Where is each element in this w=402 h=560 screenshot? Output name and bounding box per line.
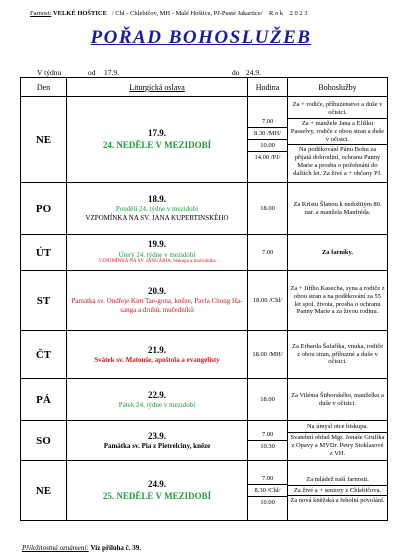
- col-hodina: Hodina: [248, 78, 288, 97]
- col-bohosluzby: Bohoslužby: [288, 78, 388, 97]
- page-title: POŘAD BOHOSLUŽEB: [90, 27, 312, 48]
- times-cell: [248, 183, 288, 235]
- times-cell: [248, 331, 288, 379]
- day-row: [21, 461, 388, 521]
- times-cell: [248, 235, 288, 271]
- day-row: [21, 271, 388, 331]
- times-cell: [248, 97, 288, 183]
- mass-time: 7.00: [261, 249, 274, 256]
- week-label: V týdnu: [37, 68, 62, 77]
- mass-intention: Za Erharda Šafaříka, vnuka, rodiče z obou stran, příbuzné a duše v očistci.: [292, 342, 383, 366]
- mass-time: 18.00 /Chl/: [252, 297, 283, 304]
- services-cell: [288, 183, 388, 235]
- services-cell: [288, 97, 388, 183]
- services-cell: [288, 379, 388, 421]
- mass-intention: Za + rodiče, příbuzenstvo a duše v očistci.: [292, 101, 383, 117]
- mass-time: 14.00 /PJ/: [248, 151, 287, 163]
- liturgy-line: 25. NEDĚLE V MEZIDOBÍ: [102, 490, 212, 501]
- liturgy-cell: [67, 461, 248, 521]
- liturgy-line: Památka sv. Pia z Pietrelciny, kněze: [103, 441, 211, 450]
- liturgy-line: 24. NEDĚLE V MEZIDOBÍ: [102, 139, 212, 150]
- times-cell: [248, 379, 288, 421]
- mass-time: 7.00: [261, 118, 274, 125]
- mass-time: 18.00: [260, 205, 275, 212]
- liturgy-date: 23.9.: [148, 430, 166, 441]
- liturgy-date: 17.9.: [148, 128, 166, 139]
- col-den: Den: [21, 78, 67, 97]
- mass-intention: Za farníky.: [321, 248, 354, 256]
- year: 2 0 2 3: [289, 10, 308, 17]
- mass-time: 8.30 /Chl/: [248, 484, 287, 496]
- liturgy-line: Pondělí 24. týdne v mezidobí: [115, 205, 199, 214]
- services-cell: [288, 461, 388, 521]
- services-cell: [288, 271, 388, 331]
- day-abbrev: NE: [21, 97, 67, 183]
- services-cell: [288, 235, 388, 271]
- day-row: [21, 183, 388, 235]
- footer-label: Příležitostná oznámení:: [22, 544, 89, 552]
- mass-time: 10.30: [248, 440, 287, 452]
- day-abbrev: PO: [21, 183, 67, 235]
- farnost-label: Farnost:: [30, 10, 52, 17]
- mass-intention: Na úmysl otce biskupa.: [306, 423, 369, 431]
- mass-intention: Za mládež naší farnosti.: [306, 475, 369, 483]
- day-row: [21, 97, 388, 183]
- liturgy-line: VZPOMÍNKA NA SV. JANUÁRIA, biskupa a mučedníka: [98, 259, 216, 265]
- mass-time: 18.00 /MH/: [252, 351, 283, 358]
- mass-intention: Za Kristu Šlanou k nedožitým 80. nar. a manžela Manfréda.: [293, 200, 382, 216]
- services-cell: [288, 421, 388, 461]
- header-row: [21, 78, 388, 97]
- liturgy-cell: [67, 235, 248, 271]
- day-row: [21, 235, 388, 271]
- liturgy-date: 22.9.: [148, 389, 166, 400]
- day-abbrev: PÁ: [21, 379, 67, 421]
- liturgy-line: Úterý 24. týdne v mezidobí: [118, 250, 196, 259]
- day-row: [21, 379, 388, 421]
- mass-intention: Na poděkování Pánu Bohu za přijatá dobrodiní, ochranu Panny Marie a prosba o požehnání do dalších let. Za živé a + občany PJ.: [288, 144, 387, 178]
- day-abbrev: ČT: [21, 331, 67, 379]
- week-from: 17.9.: [104, 68, 119, 77]
- day-abbrev: NE: [21, 461, 67, 521]
- liturgy-cell: [67, 97, 248, 183]
- mass-intention: Za + Jiřího Kasecha, syna a rodiče z obou stran a na poděkování za 55 let spol. života, prosba o ochranu Panny Marie a za živou rodinu.: [290, 284, 385, 316]
- liturgy-date: 21.9.: [148, 344, 166, 355]
- liturgy-cell: [67, 331, 248, 379]
- mass-time: 18.00: [260, 396, 275, 403]
- mass-intention: Za nová kněžská a řeholní povolání.: [288, 495, 387, 506]
- week-do: do: [232, 68, 240, 77]
- day-abbrev: ÚT: [21, 235, 67, 271]
- liturgy-line: Svátek sv. Matouše, apoštola a evangelisty: [94, 355, 220, 364]
- times-cell: [248, 421, 288, 461]
- liturgy-cell: [67, 379, 248, 421]
- places-legend: / Chl - Chlebičov, MH - Malé Hoštice, PJ-Pusté Jakartice/: [111, 10, 263, 17]
- week-to: 24.9.: [246, 68, 261, 77]
- day-row: [21, 331, 388, 379]
- day-abbrev: SO: [21, 421, 67, 461]
- mass-intention: Svatební obřad Mgr. Jonáše Grufíka z Opavy a MVDr. Petry Stoklasové z VH.: [288, 432, 387, 458]
- week-od: od: [88, 68, 96, 77]
- liturgy-line: Památka sv. Ondřeje Kim Tae-gona, kněze, Pavla Chong Ha-sanga a druhů, mučedníků: [71, 297, 243, 315]
- mass-intention: Za + manžele Jana a Elišku Passelvy, rodiče z obou stran a duše v očistci.: [288, 118, 387, 144]
- mass-time: 10.00: [248, 139, 287, 151]
- footer-text: Viz příloha č. 39.: [90, 544, 141, 552]
- times-cell: [248, 461, 288, 521]
- liturgy-date: 19.9.: [148, 239, 166, 250]
- mass-intention: Za Viléma Štiborského, manželku a duše v očistci.: [291, 391, 384, 407]
- footer-note: [22, 544, 141, 552]
- liturgy-date: 24.9.: [148, 479, 166, 490]
- times-cell: [248, 271, 288, 331]
- parish-header: [30, 10, 390, 17]
- day-row: [21, 421, 388, 461]
- mass-time: 7.00: [261, 431, 274, 438]
- year-label: R o k: [269, 10, 284, 17]
- day-abbrev: ST: [21, 271, 67, 331]
- mass-time: 7.00: [261, 475, 274, 482]
- liturgy-date: 18.9.: [148, 194, 166, 205]
- mass-time: 10.00: [248, 496, 287, 508]
- liturgy-line: Pátek 24. týdne v mezidobí: [118, 400, 196, 409]
- liturgy-line: VZPOMÍNKA NA SV. JANA KUPERTINSKÉHO: [85, 214, 229, 223]
- services-cell: [288, 331, 388, 379]
- liturgy-cell: [67, 271, 248, 331]
- liturgy-cell: [67, 183, 248, 235]
- col-liturgy: Liturgická oslava: [67, 78, 248, 97]
- mass-intention: Za živé a + seniory z Chlebičova.: [288, 485, 387, 496]
- liturgy-cell: [67, 421, 248, 461]
- parish-name: VELKÉ HOŠTICE: [52, 10, 107, 17]
- liturgy-date: 20.9.: [148, 286, 166, 297]
- schedule-table: [20, 77, 388, 521]
- mass-time: 8.30 /MH/: [248, 127, 287, 139]
